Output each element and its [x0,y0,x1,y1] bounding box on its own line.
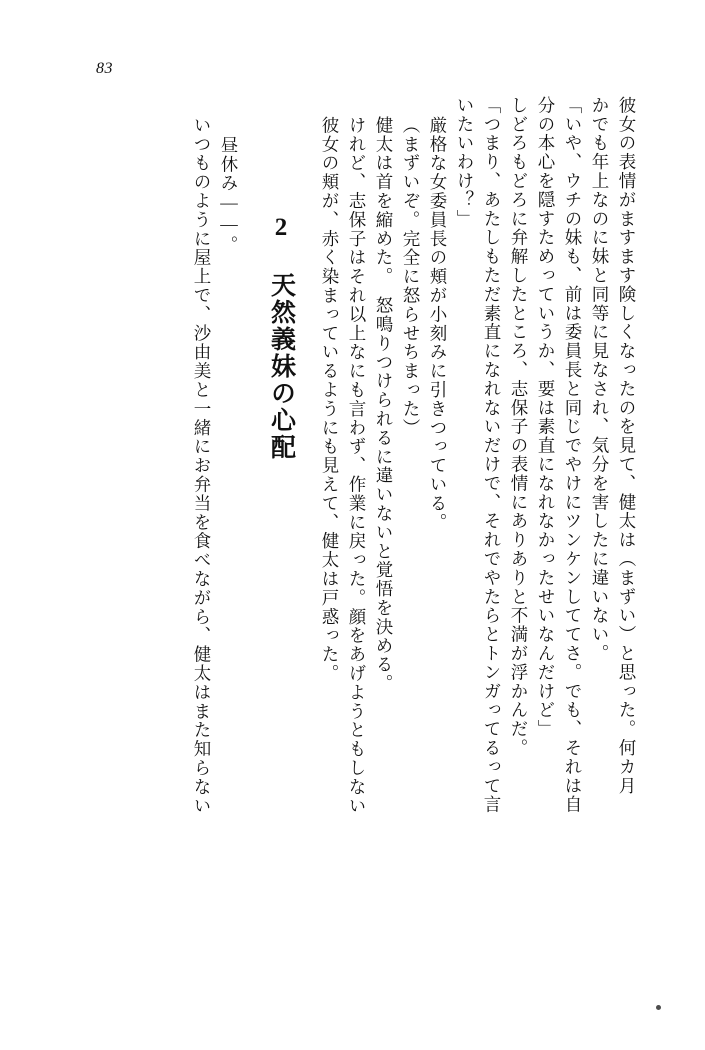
text-column: けれど、志保子はそれ以上なにも言わず、作業に戻った。顔をあげようともしない [347,116,367,816]
text-column: 「いや、ウチの妹も、前は委員長と同じでやけにツンケンしててさ。でも、それは自 [563,96,583,815]
vertical-text-block [75,96,635,966]
text-column: 「つまり、あたしもただ素直になれないだけで、それでやたらとトンガってるって言 [482,96,502,815]
text-column: 昼休み——。 [219,136,239,255]
text-column: （まずいぞ。完全に怒らせちまった） [401,116,421,438]
page-corner-mark [656,1005,661,1010]
page-number: 83 [96,60,113,77]
text-column: 厳格な女委員長の頬が小刻みに引きつっている。 [428,116,448,532]
text-column: 彼女の表情がますます険しくなったのを見て、健太は（まずい）と思った。何カ月 [617,96,637,796]
text-column: いたいわけ？」 [455,96,475,229]
text-column: かでも年上なのに妹と同等に見なされ、気分を害したに違いない。 [590,96,610,663]
text-column: いつものように屋上で、沙由美と一緒にお弁当を食べながら、健太はまた知らない [192,116,212,816]
text-column-spacer [303,96,311,956]
text-column: 健太は首を縮めた。 怒鳴りつけられるに違いないと覚悟を決める。 [374,116,394,694]
text-column: 分の本心を隠すためっていうか、要は素直になれなかったせいなんだけど」 [536,96,556,739]
chapter-heading: 2 天然義妹の心配 [267,214,295,461]
text-column: 彼女の頬が、赤く染まっているようにも見えて、健太は戸惑った。 [320,116,340,683]
text-column: しどろもどろに弁解したところ、志保子の表情にありありと不満が浮かんだ。 [509,96,529,758]
text-column-spacer [247,96,255,956]
